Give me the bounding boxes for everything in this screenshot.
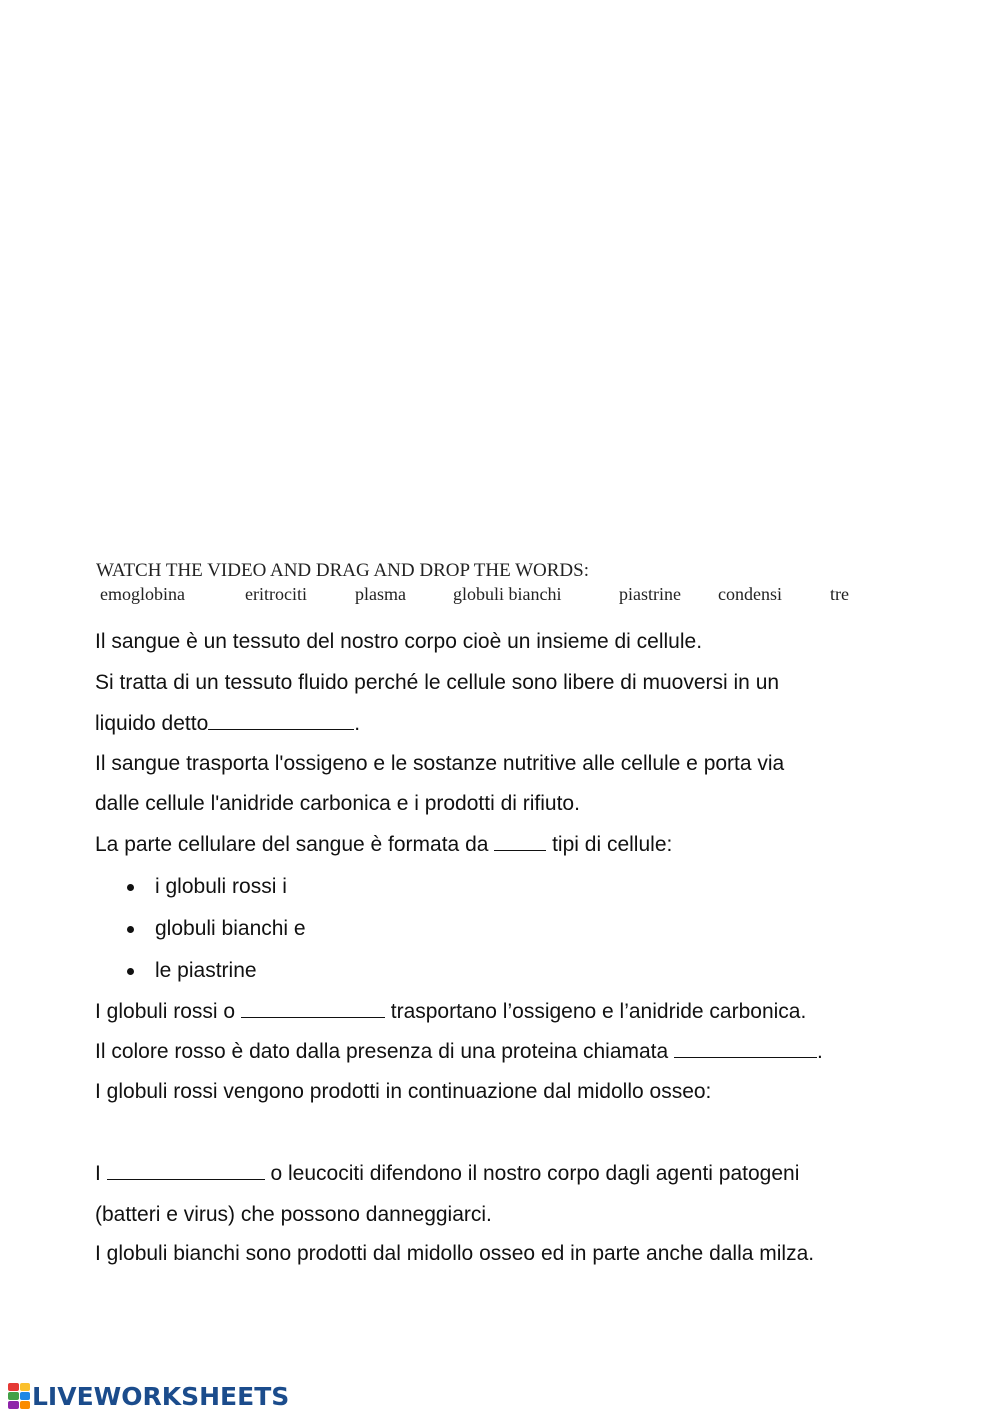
text-line: Il sangue trasporta l'ossigeno e le sostanze nutritive alle cellule e porta via — [95, 752, 785, 775]
word-chip-emoglobina[interactable]: emoglobina — [100, 584, 185, 604]
text-fragment: La parte cellulare del sangue è formata da — [95, 833, 495, 856]
text-fragment: . — [817, 1040, 823, 1063]
text-line — [95, 999, 806, 1025]
text-fragment: o leucociti difendono il nostro corpo dagli agenti patogeni — [264, 1162, 800, 1185]
word-chip-piastrine[interactable]: piastrine — [619, 584, 681, 604]
text-line: I globuli rossi vengono prodotti in continuazione dal midollo osseo: — [95, 1080, 712, 1103]
list-item-label: le piastrine — [155, 959, 257, 982]
instruction-heading: WATCH THE VIDEO AND DRAG AND DROP THE WORDS: — [96, 560, 589, 581]
text-line: I globuli bianchi sono prodotti dal midollo osseo ed in parte anche dalla milza. — [95, 1242, 815, 1265]
text-line — [95, 832, 672, 858]
text-line: Il sangue è un tessuto del nostro corpo cioè un insieme di cellule. — [95, 630, 703, 653]
bullet-icon — [127, 926, 134, 933]
word-chip-globuli-bianchi[interactable]: globuli bianchi — [453, 584, 562, 604]
drop-blank-emoglobina[interactable] — [674, 1039, 817, 1058]
text-line: dalle cellule l'anidride carbonica e i prodotti di rifiuto. — [95, 792, 580, 815]
list-item-label: i globuli rossi i — [155, 875, 287, 898]
bullet-icon — [127, 884, 134, 891]
word-chip-eritrociti[interactable]: eritrociti — [245, 584, 307, 604]
text-fragment: I — [95, 1162, 107, 1185]
drop-blank-tre[interactable] — [494, 832, 546, 851]
text-line: (batteri e virus) che possono danneggiarci. — [95, 1203, 492, 1226]
list-item-label: globuli bianchi e — [155, 917, 306, 940]
text-fragment: trasportano l’ossigeno e l’anidride carbonica. — [384, 1000, 807, 1023]
text-fragment: Il colore rosso è dato dalla presenza di una proteina chiamata — [95, 1040, 675, 1063]
text-fragment: tipi di cellule: — [546, 833, 673, 856]
text-line — [95, 1039, 823, 1065]
word-chip-condensi[interactable]: condensi — [718, 584, 782, 604]
logo-mark-icon — [8, 1383, 30, 1409]
text-line — [95, 711, 360, 737]
drop-blank-globuli-bianchi[interactable] — [107, 1161, 265, 1180]
text-fragment: . — [354, 712, 361, 735]
text-line: Si tratta di un tessuto fluido perché le cellule sono libere di muoversi in un — [95, 671, 780, 694]
liveworksheets-logo — [8, 1381, 289, 1411]
drop-blank-eritrociti[interactable] — [241, 999, 385, 1018]
bullet-icon — [127, 968, 134, 975]
drop-blank-plasma[interactable] — [208, 711, 354, 730]
text-fragment: I globuli rossi o — [95, 1000, 241, 1023]
word-chip-plasma[interactable]: plasma — [355, 584, 406, 604]
text-line — [95, 1161, 799, 1187]
logo-text: LIVEWORKSHEETS — [32, 1381, 290, 1411]
text-fragment: liquido detto — [95, 712, 209, 735]
word-chip-tre[interactable]: tre — [830, 584, 849, 604]
